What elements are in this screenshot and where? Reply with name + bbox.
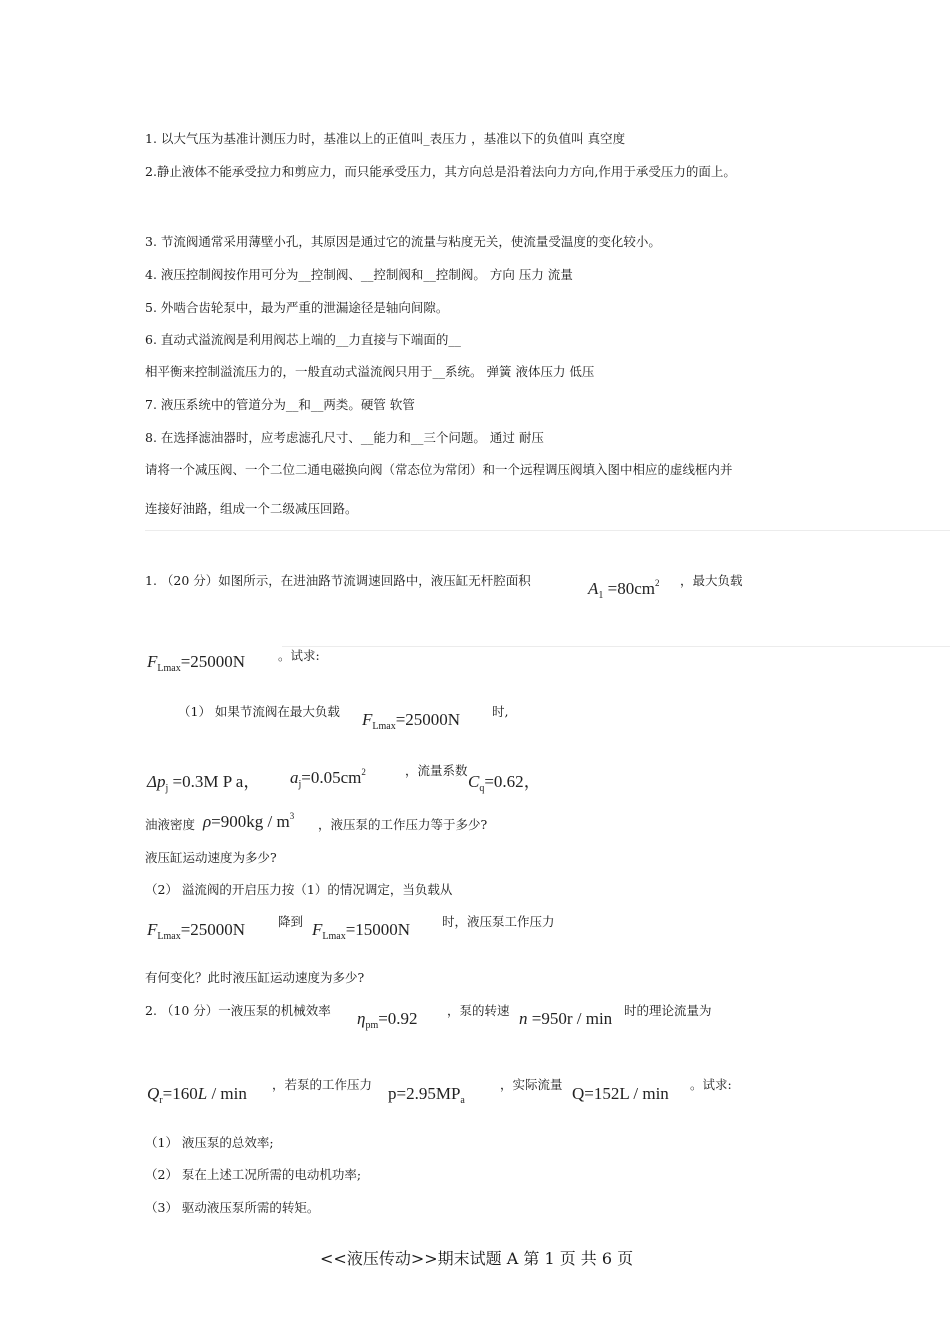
question-6-line-1: 6. 直动式溢流阀是利用阀芯上端的__力直接与下端面的__	[145, 332, 461, 347]
sub-question-2-post: 时，液压泵工作压力	[442, 914, 555, 929]
question-7: 7. 液压系统中的管道分为__和__两类。硬管 软管	[145, 397, 415, 412]
section-divider	[145, 530, 950, 531]
question-5: 5. 外啮合齿轮泵中，最为严重的泄漏途径是轴向间隙。	[145, 300, 449, 315]
working-pressure-label: ，若泵的工作压力	[272, 1077, 373, 1092]
problem-2-sub-2: （2） 泵在上述工况所需的电动机功率;	[145, 1167, 362, 1182]
question-1: 1. 以大气压为基准计测压力时，基准以上的正值叫_表压力 ，基准以下的负值叫 真空度	[145, 131, 626, 146]
density-label: 油液密度	[145, 817, 196, 832]
problem-2-request: 。试求:	[690, 1077, 732, 1092]
drop-to-label: 降到	[278, 914, 304, 929]
efficiency-formula: $\eta_{pm}=0.92$	[357, 1009, 418, 1031]
faint-rule	[282, 646, 950, 647]
pressure-drop-formula: $\Delta p_j =0.3M$ P a，	[147, 772, 261, 794]
problem-2-speed-label: ，泵的转速	[447, 1003, 510, 1018]
area-formula: $A_1 =80cm^2$	[588, 578, 660, 601]
question-8: 8. 在选择滤油器时，应考虑滤孔尺寸、__能力和__三个问题。 通过 耐压	[145, 430, 544, 445]
problem-1-request: 。试求:	[278, 648, 320, 663]
theoretical-flow-label: 时的理论流量为	[624, 1003, 712, 1018]
question-4: 4. 液压控制阀按作用可分为__控制阀、__控制阀和__控制阀。 方向 压力 流量	[145, 267, 573, 282]
sub-question-1-time: 时,	[492, 704, 509, 719]
density-formula: $\rho=900kg / m^3$	[203, 811, 295, 831]
flow-coefficient-formula: $C_q=0.62$，	[468, 772, 541, 794]
question-6-line-2: 相平衡来控制溢流压力的，一般直动式溢流阀只用于__系统。 弹簧 液体压力 低压	[145, 364, 595, 379]
drawing-question-line-1: 请将一个减压阀、一个二位二通电磁换向阀（常态位为常闭）和一个远程调压阀填入图中相应的虚线框内并	[145, 462, 733, 477]
page-footer: <<液压传动>>期末试题 A 第 1 页 共 6 页	[320, 1249, 634, 1268]
problem-1-intro: 1. （20 分）如图所示，在进油路节流调速回路中，液压缸无杆腔面积	[145, 573, 531, 588]
sub-question-1-text: （1） 如果节流阀在最大负载	[178, 704, 340, 719]
problem-2-sub-1: （1） 液压泵的总效率;	[145, 1135, 274, 1150]
drawing-question-line-2: 连接好油路，组成一个二级减压回路。	[145, 501, 358, 516]
max-load-formula: $F_{Lmax}=25000N$	[147, 652, 246, 674]
speed-question: 液压缸运动速度为多少?	[145, 850, 277, 865]
max-load-formula-2: $F_{Lmax}=25000N$	[362, 710, 461, 732]
problem-2-sub-3: （3） 驱动液压泵所需的转矩。	[145, 1200, 320, 1215]
problem-1-max-load-label: ，最大负载	[680, 573, 743, 588]
pump-pressure-question: ，液压泵的工作压力等于多少?	[318, 817, 488, 832]
theoretical-flow-formula: $Q_r=160L / \min$	[147, 1084, 247, 1106]
problem-2-intro: 2. （10 分）一液压泵的机械效率	[145, 1003, 331, 1018]
actual-flow-formula: Q=152L / min	[572, 1084, 669, 1103]
sub-question-2-question: 有何变化？此时液压缸运动速度为多少?	[145, 970, 365, 985]
question-3: 3. 节流阀通常采用薄壁小孔，其原因是通过它的流量与粘度无关，使流量受温度的变化较小。	[145, 234, 661, 249]
flow-coefficient-label: ，流量系数	[405, 763, 468, 778]
load-from-formula: $F_{Lmax}=25000N$	[147, 920, 246, 942]
orifice-area-formula: $a_j=0.05cm^2$	[290, 767, 366, 790]
question-2: 2.静止液体不能承受拉力和剪应力，而只能承受压力，其方向总是沿着法向力方向,作用于承受压力的面上。	[145, 164, 736, 179]
actual-flow-label: ，实际流量	[500, 1077, 563, 1092]
sub-question-2-text: （2） 溢流阀的开启压力按（1）的情况调定，当负载从	[145, 882, 453, 897]
speed-formula: n =950r / min	[519, 1009, 613, 1028]
working-pressure-formula: $p=2.95MP_a$	[388, 1084, 465, 1106]
load-to-formula: $F_{Lmax}=15000N$	[312, 920, 411, 942]
